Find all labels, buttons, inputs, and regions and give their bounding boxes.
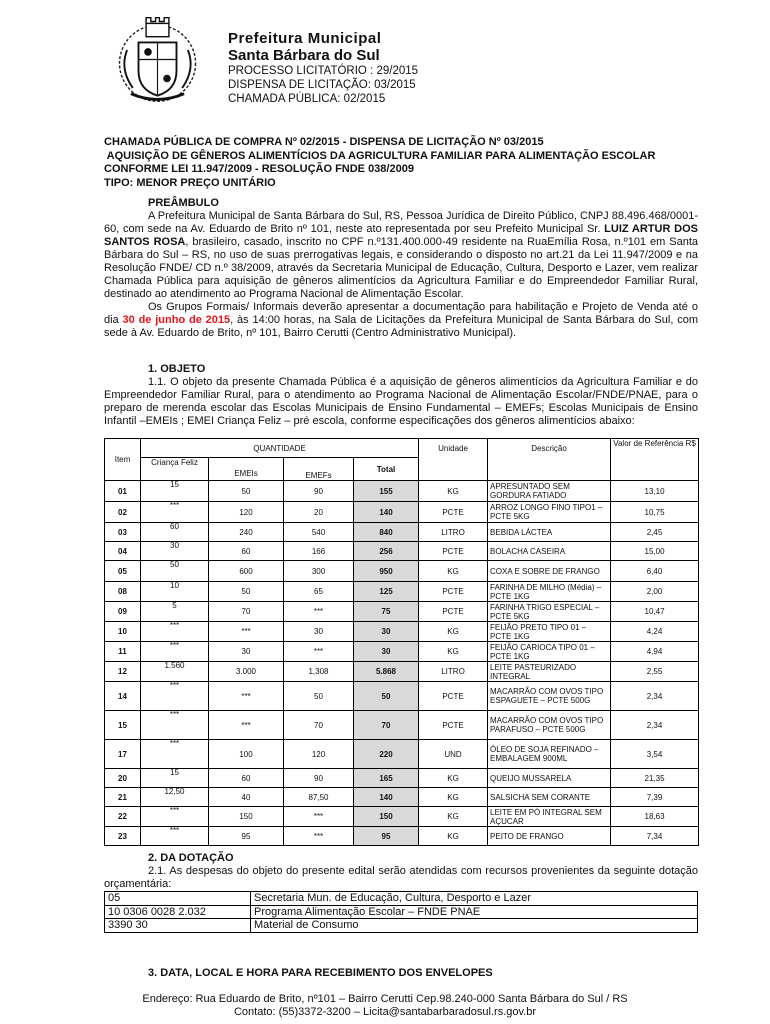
table-row — [105, 740, 699, 769]
cell-descricao: QUEIJO MUSSARELA — [488, 769, 611, 788]
dispensa-number: DISPENSA DE LICITAÇÃO: 03/2015 — [228, 79, 416, 91]
cell-item: 14 — [105, 682, 141, 711]
cell-emeis: 40 — [209, 788, 284, 807]
cell-item: 09 — [105, 602, 141, 622]
cell-emeis: *** — [209, 711, 284, 740]
cell-descricao: ARROZ LONGO FINO TIPO1 – PCTE 5KG — [488, 502, 611, 523]
cell-total: 125 — [354, 582, 419, 602]
cell-total: 30 — [354, 622, 419, 642]
cell-emefs: 90 — [284, 481, 354, 502]
table-row — [105, 807, 699, 827]
footer-address: Endereço: Rua Eduardo de Brito, nº101 – Bairro Cerutti Cep.98.240-000 Santa Bárbara do Sul / RS — [142, 993, 628, 1005]
cell-unidade: KG — [419, 769, 488, 788]
cell-emefs: *** — [284, 642, 354, 662]
cell-item: 15 — [105, 711, 141, 740]
cell-emefs: 70 — [284, 711, 354, 740]
processo-number: PROCESSO LICITATÓRIO : 29/2015 — [228, 65, 419, 77]
cell-valor: 3,54 — [611, 740, 699, 769]
cell-emefs: 90 — [284, 769, 354, 788]
cell-crianca-feliz: 1.560 — [141, 662, 209, 682]
cell-unidade: KG — [419, 622, 488, 642]
cell-total: 140 — [354, 788, 419, 807]
cell-item: 21 — [105, 788, 141, 807]
cell-emefs: 540 — [284, 523, 354, 542]
table-row — [105, 582, 699, 602]
cell-unidade: PCTE — [419, 582, 488, 602]
preambulo-section — [104, 197, 698, 340]
cell-descricao: APRESUNTADO SEM GORDURA FATIADO — [488, 481, 611, 502]
cell-emefs: *** — [284, 827, 354, 846]
dotacao-text: 2.1. As despesas do objeto do presente edital serão atendidas com recursos provenientes da seguinte dotação orçamentária: — [104, 865, 698, 890]
cell-descricao: LEITE PASTEURIZADO INTEGRAL — [488, 662, 611, 682]
org-city: Santa Bárbara do Sul — [228, 47, 380, 64]
cell-valor: 13,10 — [611, 481, 699, 502]
cell-emeis: 95 — [209, 827, 284, 846]
cell-item: 12 — [105, 662, 141, 682]
cell-unidade: KG — [419, 642, 488, 662]
cell-emeis: *** — [209, 622, 284, 642]
letterhead — [228, 30, 628, 106]
title-line-1: CHAMADA PÚBLICA DE COMPRA Nº 02/2015 - DISPENSA DE LICITAÇÃO Nº 03/2015 — [104, 136, 544, 148]
title-line-4: TIPO: MENOR PREÇO UNITÁRIO — [104, 176, 276, 189]
cell-crianca-feliz: 5 — [141, 602, 209, 622]
dotacao-desc: Secretaria Mun. de Educação, Cultura, Desporto e Lazer — [251, 892, 698, 906]
cell-total: 140 — [354, 502, 419, 523]
cell-total: 5.868 — [354, 662, 419, 682]
header-emeis: EMEIs — [209, 467, 284, 481]
cell-crianca-feliz: *** — [141, 622, 209, 642]
table-row — [105, 642, 699, 662]
cell-unidade: KG — [419, 827, 488, 846]
table-row — [105, 481, 699, 502]
cell-crianca-feliz: 15 — [141, 769, 209, 788]
municipal-coat-of-arms-icon — [110, 12, 205, 107]
table-row — [105, 602, 699, 622]
table-row — [105, 622, 699, 642]
cell-descricao: COXA E SOBRE DE FRANGO — [488, 561, 611, 582]
cell-crianca-feliz: 12,50 — [141, 788, 209, 807]
cell-emeis: 60 — [209, 542, 284, 561]
deadline-text-b: , às 14:00 horas, na Sala de Licitações da Prefeitura Municipal de Santa Bárbara do Sul, com sede à Av. Eduardo de Brito, nº 101, Bairro Cerutti (Centro Administrativo Municipal). — [104, 314, 698, 339]
table-row — [105, 827, 699, 846]
preambulo-paragraph-2 — [104, 301, 698, 340]
dotacao-row — [105, 892, 698, 906]
cell-descricao: FEIJÃO CARIOCA TIPO 01 – PCTE 1KG — [488, 642, 611, 662]
title-line-2: AQUISIÇÃO DE GÊNEROS ALIMENTÍCIOS DA AGRICULTURA FAMILIAR PARA ALIMENTAÇÃO ESCOLAR — [104, 149, 656, 162]
cell-descricao: SALSICHA SEM CORANTE — [488, 788, 611, 807]
cell-emeis: 600 — [209, 561, 284, 582]
header-emefs: EMEFs — [284, 467, 354, 481]
cell-valor: 10,47 — [611, 602, 699, 622]
cell-unidade: PCTE — [419, 682, 488, 711]
cell-item: 05 — [105, 561, 141, 582]
cell-total: 95 — [354, 827, 419, 846]
cell-emefs: *** — [284, 807, 354, 827]
table-row — [105, 662, 699, 682]
cell-crianca-feliz: *** — [141, 711, 209, 740]
header-crianca-feliz: Criança Feliz — [141, 458, 209, 481]
cell-crianca-feliz: *** — [141, 807, 209, 827]
header-unidade: Unidade — [419, 439, 488, 481]
table-row — [105, 769, 699, 788]
page-footer — [0, 993, 770, 1019]
cell-valor: 2,34 — [611, 711, 699, 740]
cell-valor: 21,35 — [611, 769, 699, 788]
cell-item: 22 — [105, 807, 141, 827]
header-emefs-spacer — [284, 458, 354, 467]
cell-item: 02 — [105, 502, 141, 523]
cell-crianca-feliz: *** — [141, 740, 209, 769]
preambulo-text-a: A Prefeitura Municipal de Santa Bárbara do Sul, RS, Pessoa Jurídica de Direito Público, CNPJ 88.496.468/0001-60, com sede na Av. Eduardo de Brito nº 101, neste ato representada por seu Prefeito Municipal Sr. — [104, 210, 698, 235]
cell-emeis: *** — [209, 682, 284, 711]
cell-emefs: 30 — [284, 622, 354, 642]
cell-descricao: ÓLEO DE SOJA REFINADO – EMBALAGEM 900ML — [488, 740, 611, 769]
cell-item: 08 — [105, 582, 141, 602]
cell-crianca-feliz: 60 — [141, 523, 209, 542]
section-3-heading: 3. DATA, LOCAL E HORA PARA RECEBIMENTO DOS ENVELOPES — [148, 967, 493, 979]
cell-total: 840 — [354, 523, 419, 542]
cell-item: 20 — [105, 769, 141, 788]
dotacao-section — [104, 852, 698, 891]
document-title — [104, 136, 704, 190]
cell-emefs: 1,308 — [284, 662, 354, 682]
cell-unidade: PCTE — [419, 542, 488, 561]
cell-item: 11 — [105, 642, 141, 662]
header-item: Item — [105, 439, 141, 481]
table-row — [105, 542, 699, 561]
objeto-section — [104, 363, 698, 428]
cell-crianca-feliz: 15 — [141, 481, 209, 502]
cell-crianca-feliz: 50 — [141, 561, 209, 582]
cell-emeis: 50 — [209, 481, 284, 502]
mayor-name: LUIZ ARTUR DOS SANTOS ROSA — [104, 223, 698, 248]
cell-valor: 18,63 — [611, 807, 699, 827]
cell-total: 256 — [354, 542, 419, 561]
objeto-heading: 1. OBJETO — [148, 363, 206, 375]
cell-emefs: 20 — [284, 502, 354, 523]
cell-descricao: MACARRÃO COM OVOS TIPO ESPAGUETE – PCTE 500G — [488, 682, 611, 711]
cell-emefs: 300 — [284, 561, 354, 582]
cell-unidade: PCTE — [419, 502, 488, 523]
items-table — [104, 438, 699, 846]
dotacao-code: 3390 30 — [105, 919, 251, 933]
cell-total: 165 — [354, 769, 419, 788]
items-table-body — [105, 481, 699, 846]
cell-valor: 2,34 — [611, 682, 699, 711]
cell-emefs: 65 — [284, 582, 354, 602]
cell-descricao: FARINHA DE MILHO (Média) – PCTE 1KG — [488, 582, 611, 602]
cell-unidade: KG — [419, 481, 488, 502]
cell-total: 70 — [354, 711, 419, 740]
cell-valor: 4,94 — [611, 642, 699, 662]
cell-unidade: KG — [419, 807, 488, 827]
cell-descricao: PEITO DE FRANGO — [488, 827, 611, 846]
header-descricao: Descrição — [488, 439, 611, 481]
cell-item: 01 — [105, 481, 141, 502]
footer-contact: Contato: (55)3372-3200 – Licita@santabarbaradosul.rs.gov.br — [233, 1006, 537, 1018]
cell-emeis: 50 — [209, 582, 284, 602]
cell-emeis: 70 — [209, 602, 284, 622]
dotacao-desc: Programa Alimentação Escolar – FNDE PNAE — [251, 905, 698, 919]
cell-emefs: 87,50 — [284, 788, 354, 807]
cell-descricao: FARINHA TRIGO ESPECIAL – PCTE 5KG — [488, 602, 611, 622]
preambulo-text-b: , brasileiro, casado, inscrito no CPF n.º131.400.000-49 residente na RuaEmília Rosa, n.º101 em Santa Bárbara do Sul – RS, no uso de suas prerrogativas legais, e considerando o disposto no art.21 da Lei 11.947/2009 e na Resolução FNDE/ CD n.º 38/2009, através da Secretaria Municipal de Educação, Cultura, Desporto e Lazer, vem realizar Chamada Pública para aquisição de gêneros alimentícios da Agricultura Familiar e do Empreendedor Familiar Rural, destinado ao atendimento ao Programa Nacional de Alimentação Escolar. — [104, 236, 698, 300]
table-row — [105, 523, 699, 542]
cell-valor: 7,34 — [611, 827, 699, 846]
cell-total: 75 — [354, 602, 419, 622]
cell-valor: 2,45 — [611, 523, 699, 542]
dotacao-heading: 2. DA DOTAÇÃO — [148, 852, 234, 864]
dotacao-row — [105, 905, 698, 919]
cell-descricao: LEITE EM PÓ INTEGRAL SEM AÇUCAR — [488, 807, 611, 827]
cell-unidade: KG — [419, 788, 488, 807]
cell-valor: 2,00 — [611, 582, 699, 602]
cell-crianca-feliz: *** — [141, 682, 209, 711]
dotacao-code: 10 0306 0028 2.032 — [105, 905, 251, 919]
cell-crianca-feliz: 10 — [141, 582, 209, 602]
cell-item: 04 — [105, 542, 141, 561]
cell-item: 10 — [105, 622, 141, 642]
header-total: Total — [354, 458, 419, 481]
cell-descricao: BEBIDA LÁCTEA — [488, 523, 611, 542]
header-quantidade: QUANTIDADE — [141, 439, 419, 458]
cell-unidade: LITRO — [419, 662, 488, 682]
cell-crianca-feliz: *** — [141, 502, 209, 523]
dotacao-desc: Material de Consumo — [251, 919, 698, 933]
preambulo-heading: PREÂMBULO — [148, 197, 219, 209]
cell-valor: 4,24 — [611, 622, 699, 642]
cell-unidade: UND — [419, 740, 488, 769]
cell-emeis: 30 — [209, 642, 284, 662]
cell-unidade: PCTE — [419, 602, 488, 622]
cell-valor: 6,40 — [611, 561, 699, 582]
header-valor: Valor de Referência R$ — [611, 439, 699, 481]
cell-emeis: 240 — [209, 523, 284, 542]
cell-emeis: 60 — [209, 769, 284, 788]
cell-crianca-feliz: *** — [141, 642, 209, 662]
cell-descricao: FEIJÃO PRETO TIPO 01 – PCTE 1KG — [488, 622, 611, 642]
cell-total: 155 — [354, 481, 419, 502]
objeto-text: 1.1. O objeto da presente Chamada Pública é a aquisição de gêneros alimentícios da Agricultura Familiar e do Empreendedor Familiar Rural, para o atendimento ao Programa Nacional de Alimentação Escolar/FNDE/PNAE, para o preparo de merenda escolar das Escolas Municipais de Ensino Fundamental – EMEFs; Escolas Municipais de Ensino Infantil –EMEIs ; EMEI Criança Feliz – pré escola, conforme especificações dos gêneros alimentícios abaixo: — [104, 376, 698, 427]
cell-item: 03 — [105, 523, 141, 542]
title-line-3: CONFORME LEI 11.947/2009 - RESOLUÇÃO FNDE 038/2009 — [104, 163, 414, 175]
table-row — [105, 682, 699, 711]
cell-valor: 15,00 — [611, 542, 699, 561]
cell-crianca-feliz: 30 — [141, 542, 209, 561]
cell-descricao: BOLACHA CASEIRA — [488, 542, 611, 561]
cell-crianca-feliz: *** — [141, 827, 209, 846]
cell-total: 950 — [354, 561, 419, 582]
cell-valor: 10,75 — [611, 502, 699, 523]
cell-emefs: 166 — [284, 542, 354, 561]
cell-total: 50 — [354, 682, 419, 711]
org-name: Prefeitura Municipal — [228, 30, 382, 47]
table-row — [105, 788, 699, 807]
cell-emeis: 120 — [209, 502, 284, 523]
cell-emefs: 50 — [284, 682, 354, 711]
chamada-number: CHAMADA PÚBLICA: 02/2015 — [228, 93, 386, 105]
cell-valor: 7,39 — [611, 788, 699, 807]
dotacao-row — [105, 919, 698, 933]
cell-emefs: *** — [284, 602, 354, 622]
cell-item: 23 — [105, 827, 141, 846]
cell-unidade: LITRO — [419, 523, 488, 542]
cell-item: 17 — [105, 740, 141, 769]
cell-total: 30 — [354, 642, 419, 662]
table-row — [105, 711, 699, 740]
dotacao-table — [104, 891, 698, 933]
cell-emeis: 3.000 — [209, 662, 284, 682]
cell-emefs: 120 — [284, 740, 354, 769]
preambulo-paragraph-1 — [104, 210, 698, 301]
cell-total: 220 — [354, 740, 419, 769]
deadline-text-a: Os Grupos Formais/ Informais deverão apresentar a documentação para habilitação e Projeto de Venda até o dia — [104, 301, 698, 326]
header-emeis-spacer — [209, 458, 284, 467]
cell-total: 150 — [354, 807, 419, 827]
cell-descricao: MACARRÃO COM OVOS TIPO PARAFUSO – PCTE 500G — [488, 711, 611, 740]
cell-unidade: PCTE — [419, 711, 488, 740]
cell-emeis: 150 — [209, 807, 284, 827]
table-row — [105, 561, 699, 582]
table-row — [105, 502, 699, 523]
cell-valor: 2,55 — [611, 662, 699, 682]
deadline-date: 30 de junho de 2015 — [122, 314, 231, 326]
cell-emeis: 100 — [209, 740, 284, 769]
dotacao-code: 05 — [105, 892, 251, 906]
cell-unidade: KG — [419, 561, 488, 582]
